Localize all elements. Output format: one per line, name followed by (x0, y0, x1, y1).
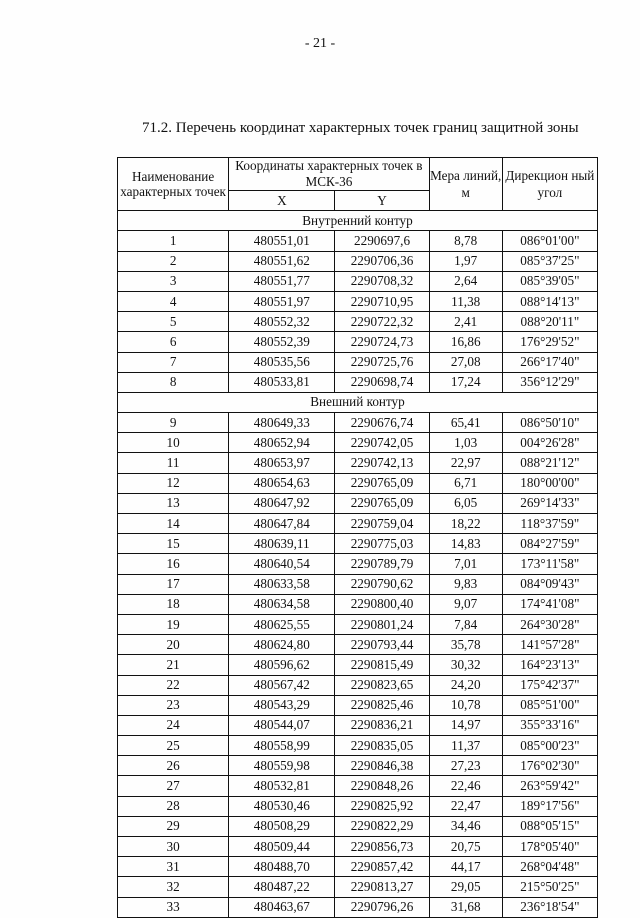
table-row (118, 291, 598, 311)
table-row (118, 736, 598, 756)
table-row (118, 574, 598, 594)
y-coordinate-cell: 2290801,24 (335, 614, 429, 634)
x-coordinate-cell: 480487,22 (229, 877, 335, 897)
point-number-cell: 27 (118, 776, 229, 796)
line-length-cell: 6,71 (429, 473, 502, 493)
y-coordinate-cell: 2290835,05 (335, 736, 429, 756)
point-number-cell: 11 (118, 453, 229, 473)
y-coordinate-cell: 2290846,38 (335, 756, 429, 776)
point-number-cell: 29 (118, 816, 229, 836)
y-coordinate-cell: 2290848,26 (335, 776, 429, 796)
line-length-cell: 2,41 (429, 312, 502, 332)
x-coordinate-cell: 480640,54 (229, 554, 335, 574)
header-y: Y (335, 191, 429, 211)
point-number-cell: 31 (118, 857, 229, 877)
direction-angle-cell: 356°12'29" (502, 372, 597, 392)
table-row (118, 271, 598, 291)
y-coordinate-cell: 2290765,09 (335, 493, 429, 513)
x-coordinate-cell: 480488,70 (229, 857, 335, 877)
line-length-cell: 1,03 (429, 433, 502, 453)
table-row (118, 453, 598, 473)
x-coordinate-cell: 480535,56 (229, 352, 335, 372)
x-coordinate-cell: 480647,92 (229, 493, 335, 513)
x-coordinate-cell: 480543,29 (229, 695, 335, 715)
line-length-cell: 35,78 (429, 635, 502, 655)
table-body (118, 211, 598, 918)
y-coordinate-cell: 2290800,40 (335, 594, 429, 614)
point-number-cell: 15 (118, 534, 229, 554)
table-row (118, 756, 598, 776)
x-coordinate-cell: 480634,58 (229, 594, 335, 614)
point-number-cell: 28 (118, 796, 229, 816)
x-coordinate-cell: 480508,29 (229, 816, 335, 836)
direction-angle-cell: 004°26'28" (502, 433, 597, 453)
direction-angle-cell: 118°37'59" (502, 514, 597, 534)
line-length-cell: 27,08 (429, 352, 502, 372)
table-row (118, 816, 598, 836)
x-coordinate-cell: 480530,46 (229, 796, 335, 816)
header-point-name: Наименование характерных точек (118, 158, 229, 211)
x-coordinate-cell: 480625,55 (229, 614, 335, 634)
line-length-cell: 9,07 (429, 594, 502, 614)
group-title: Внутренний контур (118, 211, 598, 231)
table-row (118, 776, 598, 796)
point-number-cell: 3 (118, 271, 229, 291)
y-coordinate-cell: 2290765,09 (335, 473, 429, 493)
direction-angle-cell: 178°05'40" (502, 837, 597, 857)
line-length-cell: 8,78 (429, 231, 502, 251)
point-number-cell: 21 (118, 655, 229, 675)
point-number-cell: 7 (118, 352, 229, 372)
table-row (118, 614, 598, 634)
table-row (118, 534, 598, 554)
point-number-cell: 22 (118, 675, 229, 695)
line-length-cell: 7,01 (429, 554, 502, 574)
point-number-cell: 10 (118, 433, 229, 453)
table-row (118, 312, 598, 332)
direction-angle-cell: 176°02'30" (502, 756, 597, 776)
y-coordinate-cell: 2290724,73 (335, 332, 429, 352)
line-length-cell: 14,97 (429, 715, 502, 735)
x-coordinate-cell: 480653,97 (229, 453, 335, 473)
table-row (118, 594, 598, 614)
y-coordinate-cell: 2290815,49 (335, 655, 429, 675)
header-coordinates: Координаты характерных точек в МСК-36 (229, 158, 429, 191)
line-length-cell: 20,75 (429, 837, 502, 857)
x-coordinate-cell: 480649,33 (229, 413, 335, 433)
x-coordinate-cell: 480552,39 (229, 332, 335, 352)
table-row (118, 877, 598, 897)
y-coordinate-cell: 2290825,92 (335, 796, 429, 816)
table-row (118, 675, 598, 695)
table-row (118, 796, 598, 816)
point-number-cell: 6 (118, 332, 229, 352)
point-number-cell: 2 (118, 251, 229, 271)
direction-angle-cell: 175°42'37" (502, 675, 597, 695)
x-coordinate-cell: 480551,97 (229, 291, 335, 311)
y-coordinate-cell: 2290698,74 (335, 372, 429, 392)
line-length-cell: 22,97 (429, 453, 502, 473)
table-row (118, 837, 598, 857)
point-number-cell: 8 (118, 372, 229, 392)
y-coordinate-cell: 2290857,42 (335, 857, 429, 877)
table-row (118, 715, 598, 735)
y-coordinate-cell: 2290722,32 (335, 312, 429, 332)
point-number-cell: 5 (118, 312, 229, 332)
direction-angle-cell: 263°59'42" (502, 776, 597, 796)
page-number: - 21 - (304, 36, 336, 51)
line-length-cell: 22,46 (429, 776, 502, 796)
point-number-cell: 33 (118, 897, 229, 917)
point-number-cell: 19 (118, 614, 229, 634)
line-length-cell: 6,05 (429, 493, 502, 513)
x-coordinate-cell: 480551,62 (229, 251, 335, 271)
y-coordinate-cell: 2290789,79 (335, 554, 429, 574)
x-coordinate-cell: 480509,44 (229, 837, 335, 857)
point-number-cell: 16 (118, 554, 229, 574)
point-number-cell: 13 (118, 493, 229, 513)
x-coordinate-cell: 480463,67 (229, 897, 335, 917)
direction-angle-cell: 174°41'08" (502, 594, 597, 614)
table-row (118, 413, 598, 433)
table-row (118, 231, 598, 251)
line-length-cell: 2,64 (429, 271, 502, 291)
direction-angle-cell: 141°57'28" (502, 635, 597, 655)
direction-angle-cell: 355°33'16" (502, 715, 597, 735)
line-length-cell: 27,23 (429, 756, 502, 776)
point-number-cell: 1 (118, 231, 229, 251)
point-number-cell: 25 (118, 736, 229, 756)
line-length-cell: 17,24 (429, 372, 502, 392)
table-row (118, 372, 598, 392)
direction-angle-cell: 088°21'12" (502, 453, 597, 473)
direction-angle-cell: 176°29'52" (502, 332, 597, 352)
header-line-length: Мера линий, м (429, 158, 502, 211)
x-coordinate-cell: 480558,99 (229, 736, 335, 756)
line-length-cell: 7,84 (429, 614, 502, 634)
line-length-cell: 1,97 (429, 251, 502, 271)
line-length-cell: 29,05 (429, 877, 502, 897)
direction-angle-cell: 084°27'59" (502, 534, 597, 554)
point-number-cell: 12 (118, 473, 229, 493)
y-coordinate-cell: 2290775,03 (335, 534, 429, 554)
coordinates-table (117, 157, 598, 918)
x-coordinate-cell: 480533,81 (229, 372, 335, 392)
point-number-cell: 18 (118, 594, 229, 614)
table-row (118, 695, 598, 715)
group-header-row (118, 392, 598, 412)
x-coordinate-cell: 480624,80 (229, 635, 335, 655)
line-length-cell: 9,83 (429, 574, 502, 594)
y-coordinate-cell: 2290796,26 (335, 897, 429, 917)
line-length-cell: 44,17 (429, 857, 502, 877)
y-coordinate-cell: 2290823,65 (335, 675, 429, 695)
line-length-cell: 31,68 (429, 897, 502, 917)
y-coordinate-cell: 2290708,32 (335, 271, 429, 291)
direction-angle-cell: 173°11'58" (502, 554, 597, 574)
table-row (118, 655, 598, 675)
table-row (118, 433, 598, 453)
table-row (118, 514, 598, 534)
line-length-cell: 30,32 (429, 655, 502, 675)
direction-angle-cell: 266°17'40" (502, 352, 597, 372)
direction-angle-cell: 269°14'33" (502, 493, 597, 513)
section-title: 71.2. Перечень координат характерных точек границ защитной зоны (142, 120, 579, 136)
point-number-cell: 23 (118, 695, 229, 715)
point-number-cell: 20 (118, 635, 229, 655)
direction-angle-cell: 085°51'00" (502, 695, 597, 715)
line-length-cell: 10,78 (429, 695, 502, 715)
table-row (118, 857, 598, 877)
point-number-cell: 24 (118, 715, 229, 735)
x-coordinate-cell: 480639,11 (229, 534, 335, 554)
table-row (118, 493, 598, 513)
y-coordinate-cell: 2290790,62 (335, 574, 429, 594)
line-length-cell: 65,41 (429, 413, 502, 433)
y-coordinate-cell: 2290822,29 (335, 816, 429, 836)
direction-angle-cell: 085°39'05" (502, 271, 597, 291)
x-coordinate-cell: 480551,01 (229, 231, 335, 251)
x-coordinate-cell: 480559,98 (229, 756, 335, 776)
y-coordinate-cell: 2290742,05 (335, 433, 429, 453)
table-row (118, 635, 598, 655)
x-coordinate-cell: 480544,07 (229, 715, 335, 735)
table-row (118, 352, 598, 372)
x-coordinate-cell: 480652,94 (229, 433, 335, 453)
direction-angle-cell: 085°00'23" (502, 736, 597, 756)
point-number-cell: 4 (118, 291, 229, 311)
point-number-cell: 9 (118, 413, 229, 433)
x-coordinate-cell: 480647,84 (229, 514, 335, 534)
table-row (118, 251, 598, 271)
direction-angle-cell: 180°00'00" (502, 473, 597, 493)
point-number-cell: 17 (118, 574, 229, 594)
x-coordinate-cell: 480567,42 (229, 675, 335, 695)
y-coordinate-cell: 2290710,95 (335, 291, 429, 311)
header-direction-angle: Дирекцион ный угол (502, 158, 597, 211)
direction-angle-cell: 088°14'13" (502, 291, 597, 311)
direction-angle-cell: 215°50'25" (502, 877, 597, 897)
line-length-cell: 24,20 (429, 675, 502, 695)
y-coordinate-cell: 2290793,44 (335, 635, 429, 655)
group-header-row (118, 211, 598, 231)
line-length-cell: 16,86 (429, 332, 502, 352)
x-coordinate-cell: 480654,63 (229, 473, 335, 493)
table-row (118, 897, 598, 917)
y-coordinate-cell: 2290836,21 (335, 715, 429, 735)
y-coordinate-cell: 2290825,46 (335, 695, 429, 715)
x-coordinate-cell: 480633,58 (229, 574, 335, 594)
group-title: Внешний контур (118, 392, 598, 412)
y-coordinate-cell: 2290706,36 (335, 251, 429, 271)
point-number-cell: 30 (118, 837, 229, 857)
y-coordinate-cell: 2290759,04 (335, 514, 429, 534)
table-row (118, 332, 598, 352)
point-number-cell: 26 (118, 756, 229, 776)
y-coordinate-cell: 2290856,73 (335, 837, 429, 857)
line-length-cell: 18,22 (429, 514, 502, 534)
y-coordinate-cell: 2290697,6 (335, 231, 429, 251)
line-length-cell: 22,47 (429, 796, 502, 816)
line-length-cell: 14,83 (429, 534, 502, 554)
direction-angle-cell: 236°18'54" (502, 897, 597, 917)
direction-angle-cell: 189°17'56" (502, 796, 597, 816)
direction-angle-cell: 084°09'43" (502, 574, 597, 594)
header-x: X (229, 191, 335, 211)
direction-angle-cell: 088°05'15" (502, 816, 597, 836)
point-number-cell: 32 (118, 877, 229, 897)
direction-angle-cell: 268°04'48" (502, 857, 597, 877)
direction-angle-cell: 086°01'00" (502, 231, 597, 251)
y-coordinate-cell: 2290676,74 (335, 413, 429, 433)
y-coordinate-cell: 2290742,13 (335, 453, 429, 473)
direction-angle-cell: 088°20'11" (502, 312, 597, 332)
x-coordinate-cell: 480532,81 (229, 776, 335, 796)
line-length-cell: 11,37 (429, 736, 502, 756)
direction-angle-cell: 085°37'25" (502, 251, 597, 271)
direction-angle-cell: 264°30'28" (502, 614, 597, 634)
direction-angle-cell: 164°23'13" (502, 655, 597, 675)
y-coordinate-cell: 2290725,76 (335, 352, 429, 372)
x-coordinate-cell: 480596,62 (229, 655, 335, 675)
y-coordinate-cell: 2290813,27 (335, 877, 429, 897)
point-number-cell: 14 (118, 514, 229, 534)
x-coordinate-cell: 480552,32 (229, 312, 335, 332)
table-row (118, 554, 598, 574)
direction-angle-cell: 086°50'10" (502, 413, 597, 433)
line-length-cell: 11,38 (429, 291, 502, 311)
x-coordinate-cell: 480551,77 (229, 271, 335, 291)
table-row (118, 473, 598, 493)
line-length-cell: 34,46 (429, 816, 502, 836)
